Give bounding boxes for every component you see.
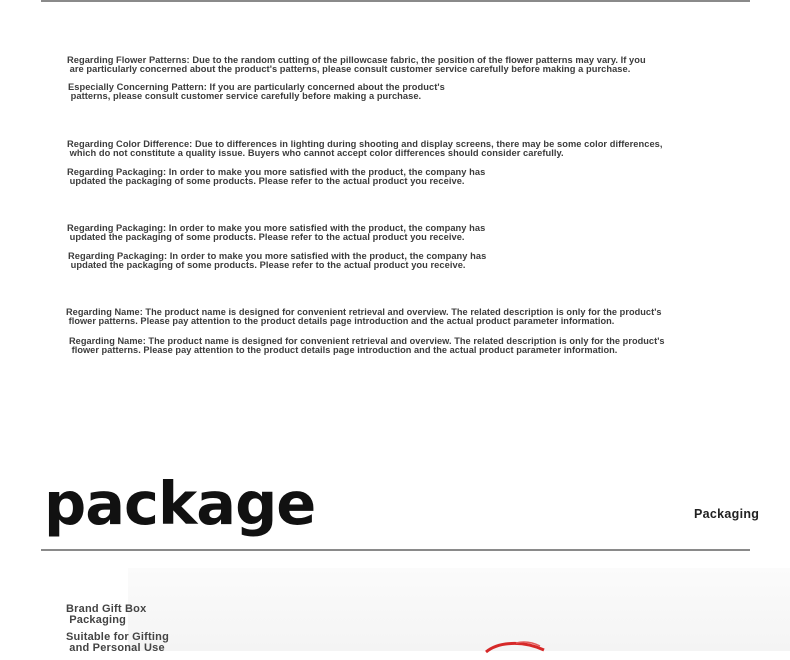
product-image-area xyxy=(128,568,790,651)
section-heading: package xyxy=(44,469,316,538)
note-packaging: Regarding Packaging: In order to make you more satisfied with the product, the company has updated the packaging of some products. Please refer to the actual product you receive. xyxy=(68,251,487,271)
feature-gift-box: Brand Gift Box Packaging xyxy=(66,603,147,626)
note-color-difference: Regarding Color Difference: Due to differences in lighting during shooting and display screens, there may be some color differences, which do not constitute a quality issue. Buyers who cannot accept color differences should consider carefully. xyxy=(67,139,663,159)
feature-gifting: Suitable for Gifting and Personal Use xyxy=(66,631,169,654)
product-ribbon-icon xyxy=(470,630,590,660)
section-divider xyxy=(41,549,750,551)
note-flower-patterns: Regarding Flower Patterns: Due to the random cutting of the pillowcase fabric, the position of the flower patterns may vary. If you are particularly concerned about the product's patterns, please consult customer service carefully before making a purchase. xyxy=(67,55,646,75)
note-name: Regarding Name: The product name is designed for convenient retrieval and overview. The related description is only for the product's flower patterns. Please pay attention to the product details page introduction and the actual product parameter information. xyxy=(66,307,662,327)
note-packaging: Regarding Packaging: In order to make you more satisfied with the product, the company has updated the packaging of some products. Please refer to the actual product you receive. xyxy=(67,223,486,243)
note-packaging: Regarding Packaging: In order to make you more satisfied with the product, the company has updated the packaging of some products. Please refer to the actual product you receive. xyxy=(67,167,486,187)
note-name: Regarding Name: The product name is designed for convenient retrieval and overview. The related description is only for the product's flower patterns. Please pay attention to the product details page introduction and the actual product parameter information. xyxy=(69,336,665,356)
top-divider xyxy=(41,0,750,2)
note-concerning-pattern: Especially Concerning Pattern: If you are particularly concerned about the product's patterns, please consult customer service carefully before making a purchase. xyxy=(68,82,445,102)
section-tag: Packaging xyxy=(694,507,760,521)
